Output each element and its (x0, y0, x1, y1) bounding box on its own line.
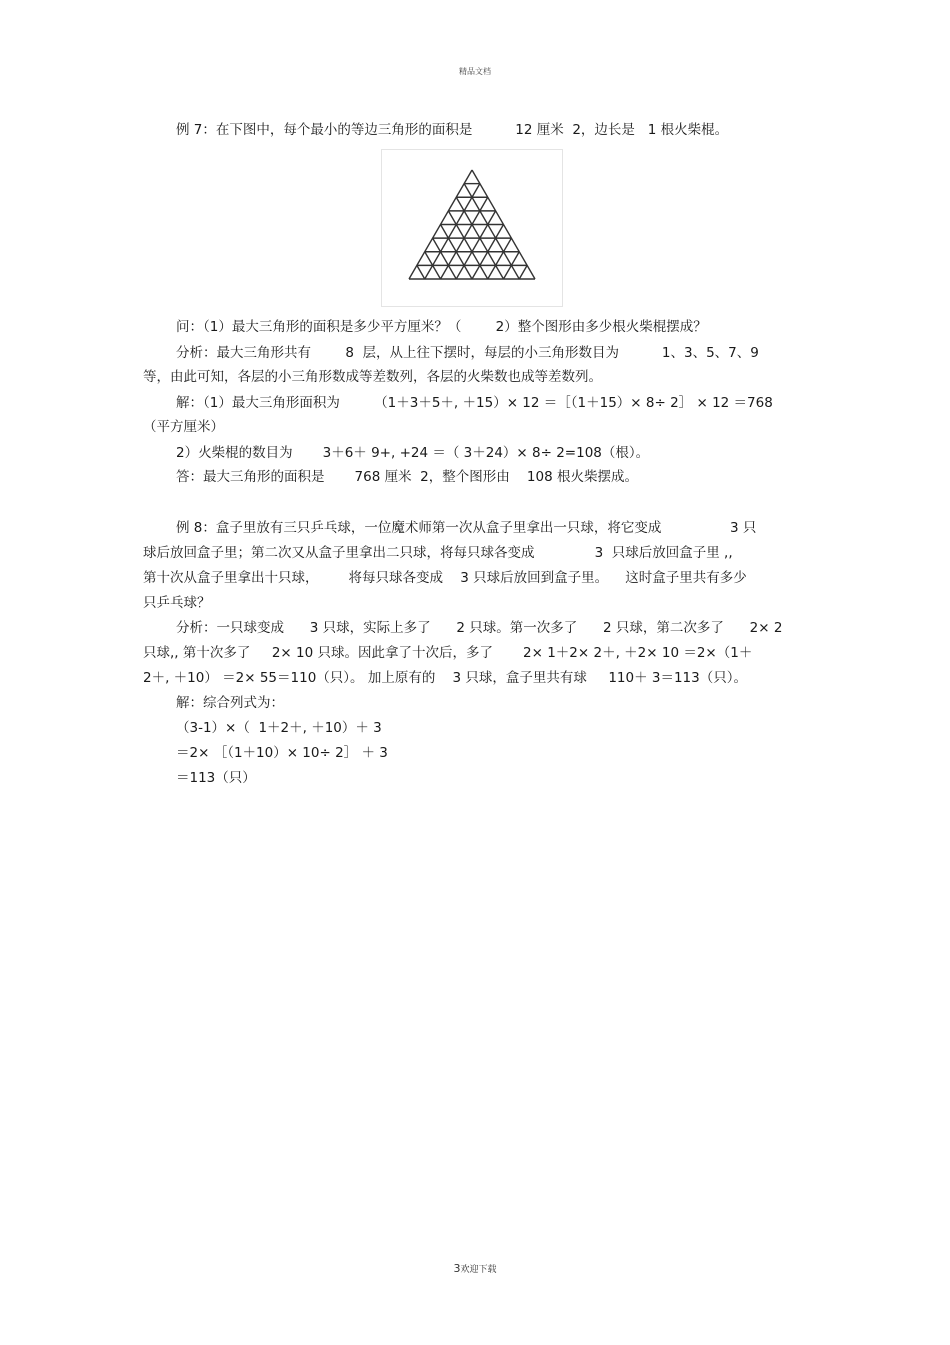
example-8-line-1: 例 8：盒子里放有三只乒乓球，一位魔术师第一次从盒子里拿出一只球，将它变成 3 只 (176, 520, 757, 536)
example-8-line-2: 球后放回盒子里；第二次又从盒子里拿出二只球，将每只球各变成 3 只球后放回盒子里 ,, (143, 545, 733, 561)
matchstick-triangle-figure (381, 149, 563, 307)
example-8-analysis-line-2: 只球,, 第十次多了 2× 10 只球。因此拿了十次后，多了 2× 1＋2× 2＋, ＋2× 10 ＝2×（1＋ (143, 645, 753, 661)
example-7-title: 例 7：在下图中，每个最小的等边三角形的面积是 12 厘米 2，边长是 1 根火柴棍。 (176, 122, 729, 138)
example-8-line-3: 第十次从盒子里拿出十只球， 将每只球各变成 3 只球后放回到盒子里。 这时盒子里共有多少 (143, 570, 747, 586)
example-7-question: 问：（1）最大三角形的面积是多少平方厘米？（ 2）整个图形由多少根火柴棍摆成？ (176, 319, 707, 335)
example-7-solution-line-3: 2）火柴棍的数目为 3＋6＋ 9+, +24 ＝（ 3＋24）× 8÷ 2=108（根）。 (176, 445, 650, 461)
matchstick-line (519, 265, 527, 279)
example-8-solution-heading: 解：综合列式为： (176, 695, 284, 711)
example-7-solution-line-2: （平方厘米） (143, 419, 224, 435)
page-number: 3 (453, 1262, 461, 1275)
example-8-formula-line-1: （3-1）×（ 1＋2＋, ＋10）＋ 3 (176, 720, 382, 736)
footer-text: 欢迎下载 (460, 1265, 497, 1275)
matchstick-line (448, 211, 487, 279)
triangle-grid-drawing (382, 150, 562, 306)
page-header: 精品文档 (459, 67, 491, 76)
example-8-analysis-line-3: 2＋, ＋10） ＝2× 55＝110（只）。 加上原有的 3 只球，盒子里共有球 110＋ 3＝113（只）。 (143, 670, 747, 686)
example-7-analysis-line-1: 分析：最大三角形共有 8 层，从上往下摆时，每层的小三角形数目为 1、3、5、7、9 (176, 345, 759, 361)
example-8-analysis-line-1: 分析：一只球变成 3 只球，实际上多了 2 只球。第一次多了 2 只球，第二次多了 2× 2 (176, 620, 783, 636)
example-7-answer: 答：最大三角形的面积是 768 厘米 2，整个图形由 108 根火柴摆成。 (176, 469, 638, 485)
example-7-solution-line-1: 解：（1）最大三角形面积为 （1＋3＋5＋, ＋15）× 12 ＝［（1＋15）× 8÷ 2］ × 12 ＝768 (176, 395, 773, 411)
example-8-formula-line-3: ＝113（只） (176, 770, 256, 786)
page-footer (0, 1262, 950, 1275)
example-8-formula-line-2: ＝2× ［（1＋10）× 10÷ 2］ ＋ 3 (176, 745, 388, 761)
example-7-analysis-line-2: 等，由此可知，各层的小三角形数成等差数列，各层的火柴数也成等差数列。 (143, 369, 602, 385)
matchstick-line (456, 211, 495, 279)
matchstick-line (417, 265, 425, 279)
example-8-line-4: 只乒乓球？ (143, 595, 211, 611)
